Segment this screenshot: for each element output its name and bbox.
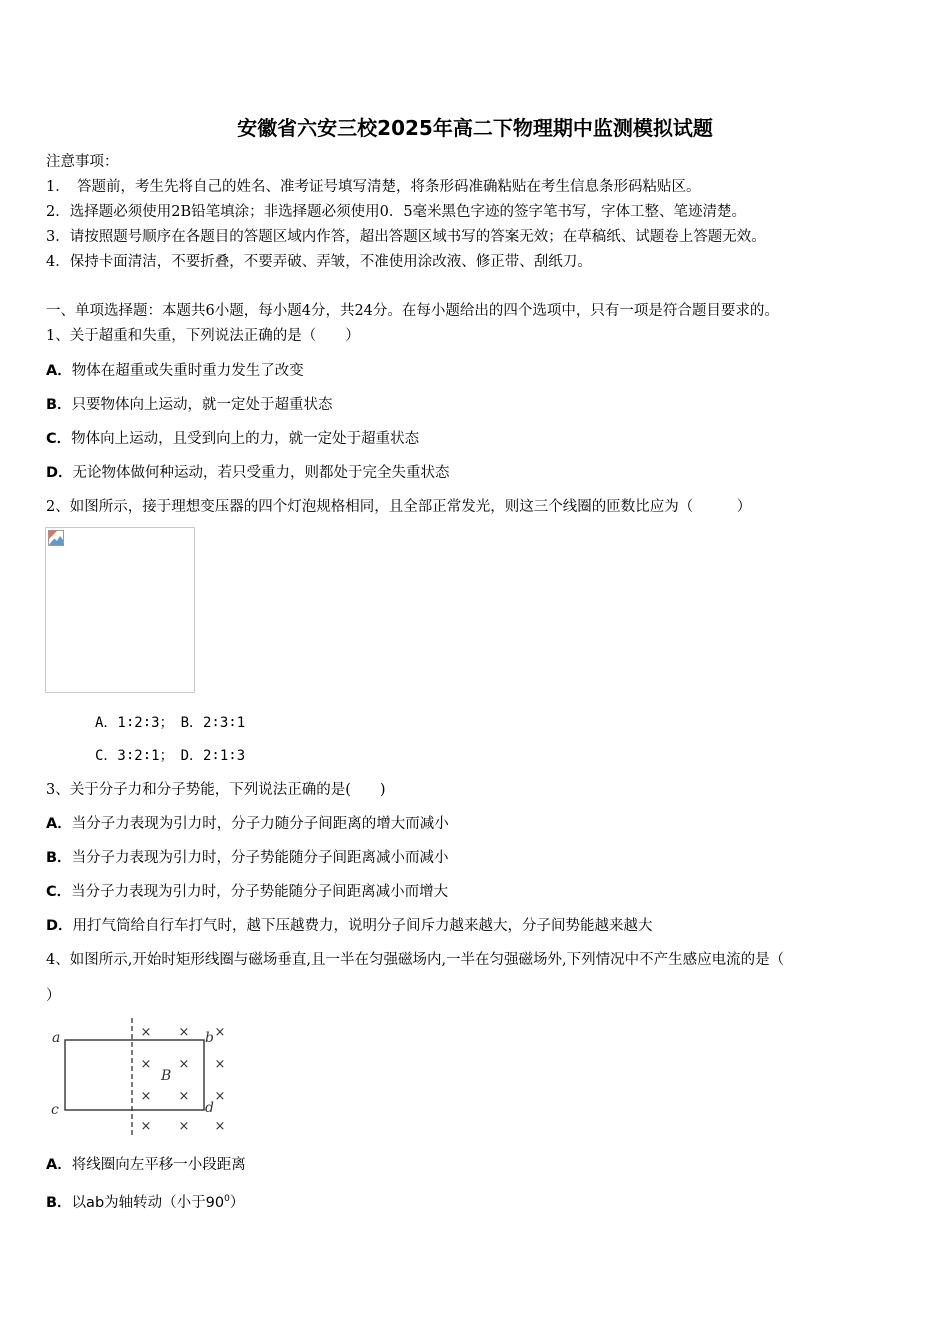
option-tail: ） [229, 1194, 245, 1211]
option-text: 无论物体做何种运动，若只受重力，则都处于完全失重状态 [72, 465, 450, 481]
broken-image-icon [48, 530, 64, 546]
page-title: 安徽省六安三校2025年高二下物理期中监测模拟试题 [237, 116, 713, 140]
option-letter: B． [46, 397, 72, 413]
field-cross: × [140, 1089, 152, 1104]
field-cross: × [140, 1025, 152, 1040]
label-c: c [51, 1102, 59, 1118]
option-letter: B． [46, 1194, 72, 1211]
field-cross: × [178, 1119, 190, 1134]
q4-option-a [46, 1155, 246, 1175]
q1-option-c [46, 429, 419, 449]
section-heading: 一、单项选择题：本题共6小题，每小题4分，共24分。在每小题给出的四个选项中，只有一项是符合题目要求的。 [46, 303, 779, 319]
q3-option-c [46, 882, 448, 902]
q4-stem-continuation: ） [46, 988, 61, 1004]
option-text: 当分子力表现为引力时，分子势能随分子间距离减小而增大 [71, 884, 449, 900]
q4-option-b [46, 1189, 244, 1213]
label-d: d [205, 1100, 214, 1116]
option-text: 物体在超重或失重时重力发生了改变 [71, 363, 304, 379]
field-cross: × [140, 1119, 152, 1134]
field-cross: × [214, 1025, 226, 1040]
q4-coil-diagram [46, 1016, 236, 1138]
q2-stem: 2、如图所示，接于理想变压器的四个灯泡规格相同，且全部正常发光，则这三个线圈的匝数比应为（ ） [46, 499, 752, 515]
option-letter: C． [46, 884, 72, 900]
field-cross: × [140, 1057, 152, 1072]
option-letter: D． [46, 465, 73, 481]
option-letter: A． [46, 816, 72, 832]
option-text: 当分子力表现为引力时，分子势能随分子间距离减小而减小 [71, 850, 449, 866]
notice-heading: 注意事项： [46, 154, 119, 170]
option-text: 用打气筒给自行车打气时，越下压越费力，说明分子间斥力越来越大，分子间势能越来越大 [72, 918, 653, 934]
field-cross: × [178, 1025, 190, 1040]
q3-option-d [46, 916, 653, 936]
option-letter: A． [46, 363, 72, 379]
option-letter: B． [46, 850, 72, 866]
q3-option-a [46, 814, 449, 834]
q3-stem: 3、关于分子力和分子势能，下列说法正确的是( ) [46, 782, 386, 798]
notice-item-2: 2．选择题必须使用2B铅笔填涂；非选择题必须使用0．5毫米黑色字迹的签字笔书写，字体工整、笔迹清楚。 [46, 204, 747, 220]
q2-options-line-1: A．1∶2∶3； B．2∶3∶1 [95, 715, 246, 731]
field-cross: × [178, 1089, 190, 1104]
degree-superscript: 0 [224, 1194, 230, 1204]
field-cross: × [178, 1057, 190, 1072]
q1-option-d [46, 463, 450, 483]
option-letter: C． [46, 431, 72, 447]
q1-option-b [46, 395, 333, 415]
option-letter: D． [46, 918, 73, 934]
q4-stem: 4、如图所示,开始时矩形线圈与磁场垂直,且一半在匀强磁场内,一半在匀强磁场外,下列情况中不产生感应电流的是（ [46, 952, 785, 968]
q1-stem: 1、关于超重和失重，下列说法正确的是（ ） [46, 328, 360, 344]
option-text: 以ab为轴转动（小于90 [71, 1194, 225, 1211]
label-a: a [52, 1030, 61, 1046]
notice-item-1: 1． 答题前，考生先将自己的姓名、准考证号填写清楚，将条形码准确粘贴在考生信息条形码粘贴区。 [46, 179, 701, 195]
option-text: 当分子力表现为引力时，分子力随分子间距离的增大而减小 [71, 816, 449, 832]
q1-option-a [46, 361, 304, 381]
q2-options-line-2: C．3∶2∶1； D．2∶1∶3 [95, 748, 246, 764]
field-cross: × [214, 1119, 226, 1134]
field-cross: × [214, 1089, 226, 1104]
option-letter: A． [46, 1157, 72, 1173]
q3-option-b [46, 848, 449, 868]
q2-figure-broken-image [45, 527, 195, 693]
label-b: b [205, 1030, 214, 1046]
field-cross: × [214, 1057, 226, 1072]
label-field-b: B [161, 1068, 172, 1084]
option-text: 将线圈向左平移一小段距离 [71, 1157, 246, 1173]
notice-item-3: 3．请按照题号顺序在各题目的答题区域内作答，超出答题区域书写的答案无效；在草稿纸、试题卷上答题无效。 [46, 229, 766, 245]
notice-item-4: 4．保持卡面清洁，不要折叠，不要弄破、弄皱，不准使用涂改液、修正带、刮纸刀。 [46, 254, 592, 270]
option-text: 物体向上运动，且受到向上的力，就一定处于超重状态 [71, 431, 420, 447]
option-text: 只要物体向上运动，就一定处于超重状态 [71, 397, 333, 413]
